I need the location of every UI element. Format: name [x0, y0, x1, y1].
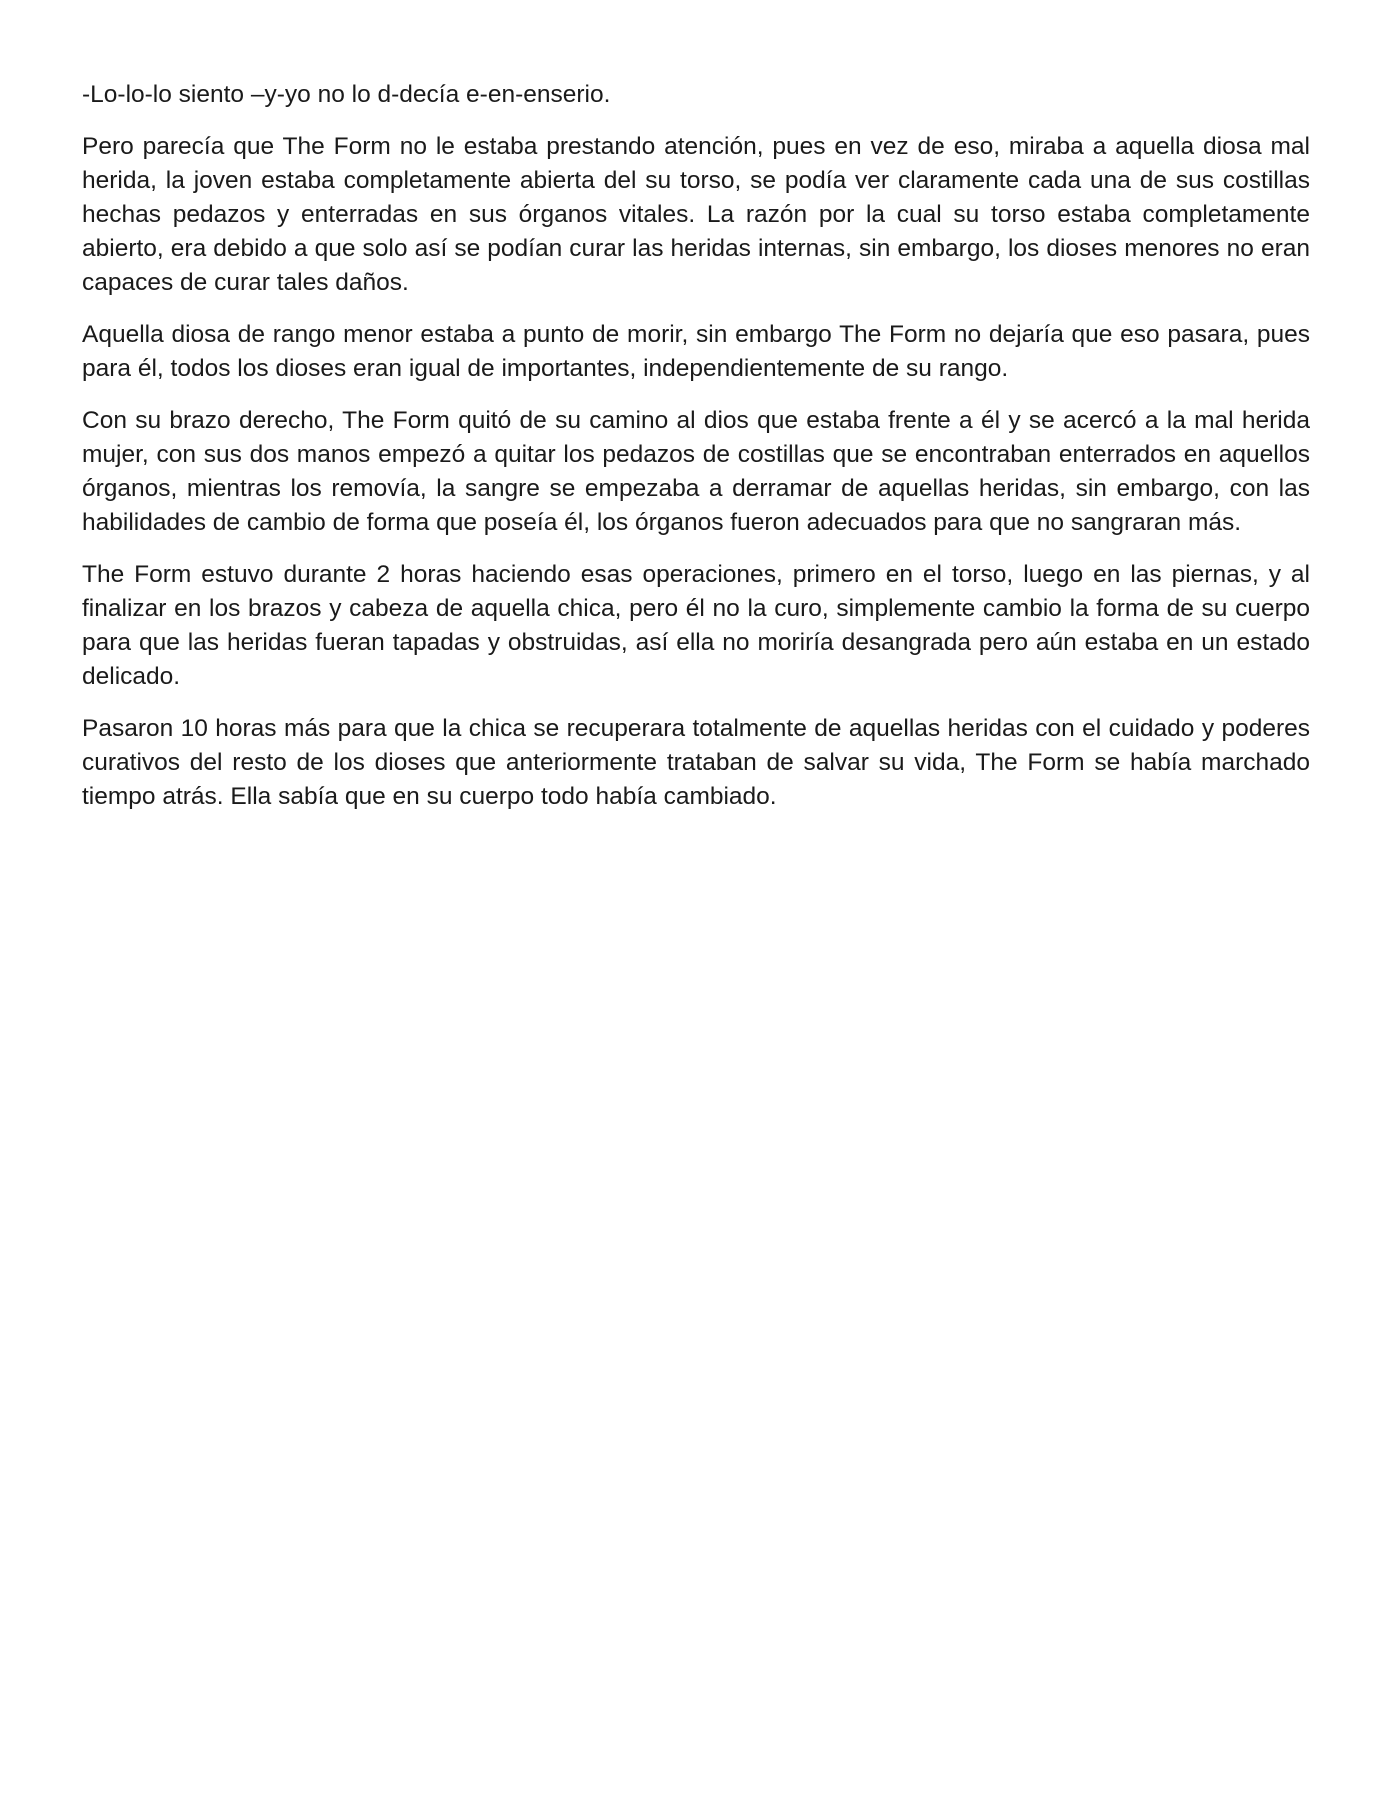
paragraph-5: The Form estuvo durante 2 horas haciendo esas operaciones, primero en el torso, luego en las piernas, y al finalizar en los brazos y cabeza de aquella chica, pero él no la curo, simplemente cambio la forma de su cuerpo para que las heridas fueran tapadas y obstruidas, así ella no moriría desangrada pero aún estaba en un estado delicado. — [82, 561, 1310, 690]
paragraph-3: Aquella diosa de rango menor estaba a punto de morir, sin embargo The Form no dejaría que eso pasara, pues para él, todos los dioses eran igual de importantes, independientemente de su rango. — [82, 321, 1310, 382]
paragraph-2: Pero parecía que The Form no le estaba prestando atención, pues en vez de eso, miraba a aquella diosa mal herida, la joven estaba completamente abierta del su torso, se podía ver claramente cada una de sus costillas hechas pedazos y enterradas en sus órganos vitales. La razón por la cual su torso estaba completamente abierto, era debido a que solo así se podían curar las heridas internas, sin embargo, los dioses menores no eran capaces de curar tales daños. — [82, 133, 1310, 296]
paragraph-4: Con su brazo derecho, The Form quitó de su camino al dios que estaba frente a él y se acercó a la mal herida mujer, con sus dos manos empezó a quitar los pedazos de costillas que se encontraban enterrados en aquellos órganos, mientras los removía, la sangre se empezaba a derramar de aquellas heridas, sin embargo, con las habilidades de cambio de forma que poseía él, los órganos fueron adecuados para que no sangraran más. — [82, 407, 1310, 536]
paragraph-1: -Lo-lo-lo siento –y-yo no lo d-decía e-en-enserio. — [82, 81, 611, 108]
paragraph-6: Pasaron 10 horas más para que la chica se recuperara totalmente de aquellas heridas con el cuidado y poderes curativos del resto de los dioses que anteriormente trataban de salvar su vida, The Form se había marchado tiempo atrás. Ella sabía que en su cuerpo todo había cambiado. — [82, 715, 1310, 810]
document-body — [82, 78, 1310, 832]
